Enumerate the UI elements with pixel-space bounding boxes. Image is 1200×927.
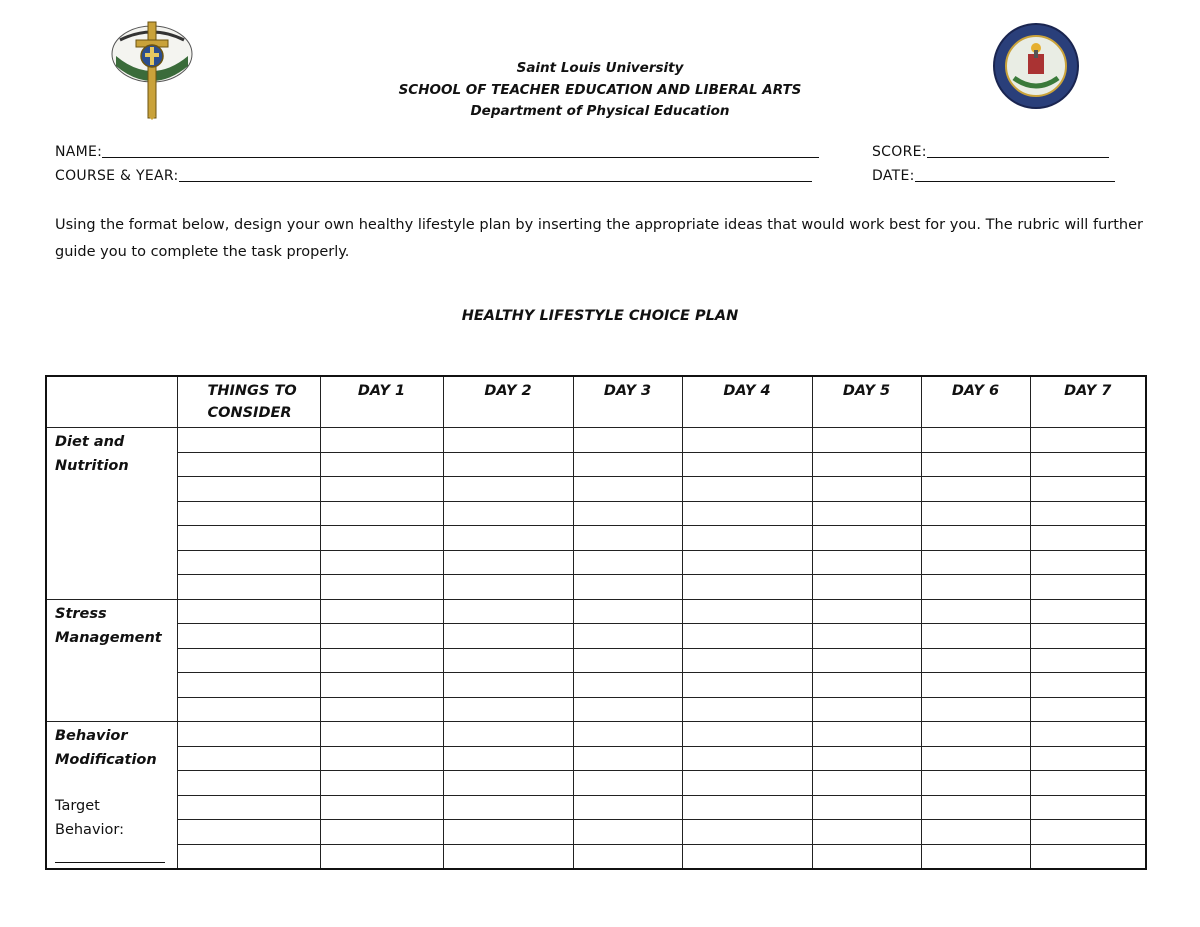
day-6-cell[interactable] (921, 550, 1030, 575)
category-diet-nutrition (46, 428, 177, 600)
day-3-cell[interactable] (573, 477, 682, 502)
day-6-cell[interactable] (921, 795, 1030, 820)
header-day-6: DAY 6 (921, 376, 1030, 428)
day-7-cell[interactable] (1030, 550, 1146, 575)
day-5-cell[interactable] (812, 673, 921, 698)
consider-cell[interactable] (177, 844, 320, 869)
day-3-cell[interactable] (573, 575, 682, 600)
day-1-cell[interactable] (320, 501, 443, 526)
header-day-2: DAY 2 (443, 376, 573, 428)
consider-cell[interactable] (177, 771, 320, 796)
day-4-cell[interactable] (682, 526, 812, 551)
target-behavior-label: Target Behavior: (55, 798, 125, 838)
day-2-cell[interactable] (443, 820, 573, 845)
day-7-cell[interactable] (1030, 452, 1146, 477)
school-name: SCHOOL OF TEACHER EDUCATION AND LIBERAL ARTS (398, 81, 802, 98)
day-5-cell[interactable] (812, 599, 921, 624)
day-1-cell[interactable] (320, 648, 443, 673)
table-row (46, 673, 1146, 698)
day-6-cell[interactable] (921, 697, 1030, 722)
day-7-cell[interactable] (1030, 722, 1146, 747)
day-1-cell[interactable] (320, 795, 443, 820)
day-7-cell[interactable] (1030, 820, 1146, 845)
day-7-cell[interactable] (1030, 648, 1146, 673)
header-day-3: DAY 3 (573, 376, 682, 428)
day-3-cell[interactable] (573, 771, 682, 796)
consider-cell[interactable] (177, 452, 320, 477)
day-7-cell[interactable] (1030, 844, 1146, 869)
table-row (46, 550, 1146, 575)
day-3-cell[interactable] (573, 673, 682, 698)
day-6-cell[interactable] (921, 526, 1030, 551)
day-5-cell[interactable] (812, 844, 921, 869)
day-2-cell[interactable] (443, 550, 573, 575)
day-3-cell[interactable] (573, 624, 682, 649)
table-row (46, 648, 1146, 673)
day-3-cell[interactable] (573, 746, 682, 771)
day-2-cell[interactable] (443, 746, 573, 771)
header-blank-cell (46, 376, 177, 428)
day-7-cell[interactable] (1030, 771, 1146, 796)
day-3-cell[interactable] (573, 550, 682, 575)
day-4-cell[interactable] (682, 771, 812, 796)
consider-cell[interactable] (177, 501, 320, 526)
day-5-cell[interactable] (812, 501, 921, 526)
score-label: SCORE: (872, 144, 927, 160)
table-row (46, 697, 1146, 722)
day-7-cell[interactable] (1030, 477, 1146, 502)
day-1-cell[interactable] (320, 673, 443, 698)
category-title: Stress Management (55, 605, 162, 646)
table-row (46, 575, 1146, 600)
day-2-cell[interactable] (443, 673, 573, 698)
category-title: Behavior Modification (55, 728, 157, 768)
day-4-cell[interactable] (682, 820, 812, 845)
day-7-cell[interactable] (1030, 746, 1146, 771)
department-name: Department of Physical Education (470, 103, 730, 119)
day-1-cell[interactable] (320, 550, 443, 575)
day-4-cell[interactable] (682, 844, 812, 869)
date-label: DATE: (872, 168, 915, 184)
day-4-cell[interactable] (682, 477, 812, 502)
table-row (46, 599, 1146, 624)
day-6-cell[interactable] (921, 624, 1030, 649)
day-2-cell[interactable] (443, 844, 573, 869)
name-line[interactable] (102, 143, 819, 158)
day-6-cell[interactable] (921, 428, 1030, 453)
consider-cell[interactable] (177, 477, 320, 502)
day-4-cell[interactable] (682, 599, 812, 624)
header-day-1: DAY 1 (320, 376, 443, 428)
day-6-cell[interactable] (921, 501, 1030, 526)
day-5-cell[interactable] (812, 428, 921, 453)
day-4-cell[interactable] (682, 746, 812, 771)
day-2-cell[interactable] (443, 477, 573, 502)
name-label: NAME: (55, 144, 103, 160)
table-row (46, 624, 1146, 649)
day-7-cell[interactable] (1030, 795, 1146, 820)
name-field[interactable] (55, 143, 819, 160)
day-7-cell[interactable] (1030, 501, 1146, 526)
day-3-cell[interactable] (573, 844, 682, 869)
table-row (46, 428, 1146, 453)
day-3-cell[interactable] (573, 820, 682, 845)
day-1-cell[interactable] (320, 477, 443, 502)
day-3-cell[interactable] (573, 428, 682, 453)
category-stress-management (46, 599, 177, 722)
table-row (46, 452, 1146, 477)
day-5-cell[interactable] (812, 575, 921, 600)
day-6-cell[interactable] (921, 452, 1030, 477)
day-1-cell[interactable] (320, 844, 443, 869)
consider-cell[interactable] (177, 428, 320, 453)
table-row (46, 820, 1146, 845)
day-5-cell[interactable] (812, 624, 921, 649)
day-6-cell[interactable] (921, 599, 1030, 624)
day-4-cell[interactable] (682, 722, 812, 747)
day-2-cell[interactable] (443, 697, 573, 722)
consider-cell[interactable] (177, 722, 320, 747)
day-2-cell[interactable] (443, 648, 573, 673)
university-name: Saint Louis University (516, 60, 684, 76)
table-header-row (46, 376, 1146, 428)
day-1-cell[interactable] (320, 526, 443, 551)
consider-cell[interactable] (177, 526, 320, 551)
day-2-cell[interactable] (443, 624, 573, 649)
table-row (46, 722, 1146, 747)
table-row (46, 771, 1146, 796)
table-row (46, 746, 1146, 771)
table-row (46, 795, 1146, 820)
day-2-cell[interactable] (443, 795, 573, 820)
day-2-cell[interactable] (443, 575, 573, 600)
table-row (46, 526, 1146, 551)
day-4-cell[interactable] (682, 697, 812, 722)
day-2-cell[interactable] (443, 722, 573, 747)
day-4-cell[interactable] (682, 452, 812, 477)
day-7-cell[interactable] (1030, 428, 1146, 453)
score-line[interactable] (927, 143, 1109, 158)
day-1-cell[interactable] (320, 722, 443, 747)
day-5-cell[interactable] (812, 820, 921, 845)
course-year-line[interactable] (179, 167, 812, 182)
day-4-cell[interactable] (682, 624, 812, 649)
target-behavior-line[interactable] (55, 848, 165, 863)
day-4-cell[interactable] (682, 795, 812, 820)
day-3-cell[interactable] (573, 722, 682, 747)
day-2-cell[interactable] (443, 501, 573, 526)
day-6-cell[interactable] (921, 771, 1030, 796)
header-day-4: DAY 4 (682, 376, 812, 428)
day-7-cell[interactable] (1030, 697, 1146, 722)
consider-cell[interactable] (177, 624, 320, 649)
consider-cell[interactable] (177, 746, 320, 771)
day-6-cell[interactable] (921, 648, 1030, 673)
day-2-cell[interactable] (443, 428, 573, 453)
consider-cell[interactable] (177, 820, 320, 845)
header-day-7: DAY 7 (1030, 376, 1146, 428)
day-2-cell[interactable] (443, 771, 573, 796)
day-1-cell[interactable] (320, 697, 443, 722)
day-4-cell[interactable] (682, 428, 812, 453)
instructions-text: Using the format below, design your own healthy lifestyle plan by inserting the appropriate ideas that would work best for you. The rubric will further guide you to complete the task properly. (55, 217, 1143, 260)
day-6-cell[interactable] (921, 575, 1030, 600)
day-5-cell[interactable] (812, 477, 921, 502)
day-1-cell[interactable] (320, 575, 443, 600)
day-5-cell[interactable] (812, 746, 921, 771)
day-7-cell[interactable] (1030, 673, 1146, 698)
day-3-cell[interactable] (573, 599, 682, 624)
day-5-cell[interactable] (812, 452, 921, 477)
day-7-cell[interactable] (1030, 624, 1146, 649)
day-2-cell[interactable] (443, 599, 573, 624)
day-7-cell[interactable] (1030, 575, 1146, 600)
header-day-5: DAY 5 (812, 376, 921, 428)
category-behavior-modification (46, 722, 177, 870)
day-3-cell[interactable] (573, 501, 682, 526)
day-6-cell[interactable] (921, 722, 1030, 747)
day-5-cell[interactable] (812, 697, 921, 722)
table-row (46, 477, 1146, 502)
day-5-cell[interactable] (812, 795, 921, 820)
course-year-field[interactable] (55, 167, 812, 184)
day-3-cell[interactable] (573, 795, 682, 820)
consider-cell[interactable] (177, 550, 320, 575)
header-things-to-consider: THINGS TO CONSIDER (177, 376, 320, 428)
course-year-label: COURSE & YEAR: (55, 168, 179, 184)
plan-title: HEALTHY LIFESTYLE CHOICE PLAN (461, 308, 739, 324)
day-3-cell[interactable] (573, 452, 682, 477)
day-6-cell[interactable] (921, 820, 1030, 845)
day-5-cell[interactable] (812, 722, 921, 747)
day-2-cell[interactable] (443, 452, 573, 477)
day-1-cell[interactable] (320, 624, 443, 649)
day-2-cell[interactable] (443, 526, 573, 551)
day-3-cell[interactable] (573, 697, 682, 722)
table-row (46, 501, 1146, 526)
day-7-cell[interactable] (1030, 599, 1146, 624)
day-1-cell[interactable] (320, 428, 443, 453)
day-1-cell[interactable] (320, 452, 443, 477)
consider-cell[interactable] (177, 697, 320, 722)
day-6-cell[interactable] (921, 673, 1030, 698)
day-4-cell[interactable] (682, 550, 812, 575)
day-1-cell[interactable] (320, 746, 443, 771)
table-row (46, 844, 1146, 869)
day-1-cell[interactable] (320, 771, 443, 796)
day-5-cell[interactable] (812, 771, 921, 796)
day-5-cell[interactable] (812, 550, 921, 575)
day-5-cell[interactable] (812, 526, 921, 551)
lifestyle-plan-table (45, 375, 1147, 870)
score-field[interactable] (872, 143, 1109, 160)
consider-cell[interactable] (177, 575, 320, 600)
category-title: Diet and Nutrition (55, 434, 129, 474)
day-4-cell[interactable] (682, 673, 812, 698)
day-6-cell[interactable] (921, 844, 1030, 869)
day-4-cell[interactable] (682, 648, 812, 673)
consider-cell[interactable] (177, 599, 320, 624)
day-4-cell[interactable] (682, 501, 812, 526)
date-line[interactable] (915, 167, 1115, 182)
day-4-cell[interactable] (682, 575, 812, 600)
consider-cell[interactable] (177, 673, 320, 698)
day-1-cell[interactable] (320, 820, 443, 845)
day-1-cell[interactable] (320, 599, 443, 624)
date-field[interactable] (872, 167, 1115, 184)
consider-cell[interactable] (177, 648, 320, 673)
day-6-cell[interactable] (921, 477, 1030, 502)
day-7-cell[interactable] (1030, 526, 1146, 551)
day-3-cell[interactable] (573, 648, 682, 673)
day-3-cell[interactable] (573, 526, 682, 551)
consider-cell[interactable] (177, 795, 320, 820)
document-header (0, 58, 1200, 123)
day-5-cell[interactable] (812, 648, 921, 673)
day-6-cell[interactable] (921, 746, 1030, 771)
